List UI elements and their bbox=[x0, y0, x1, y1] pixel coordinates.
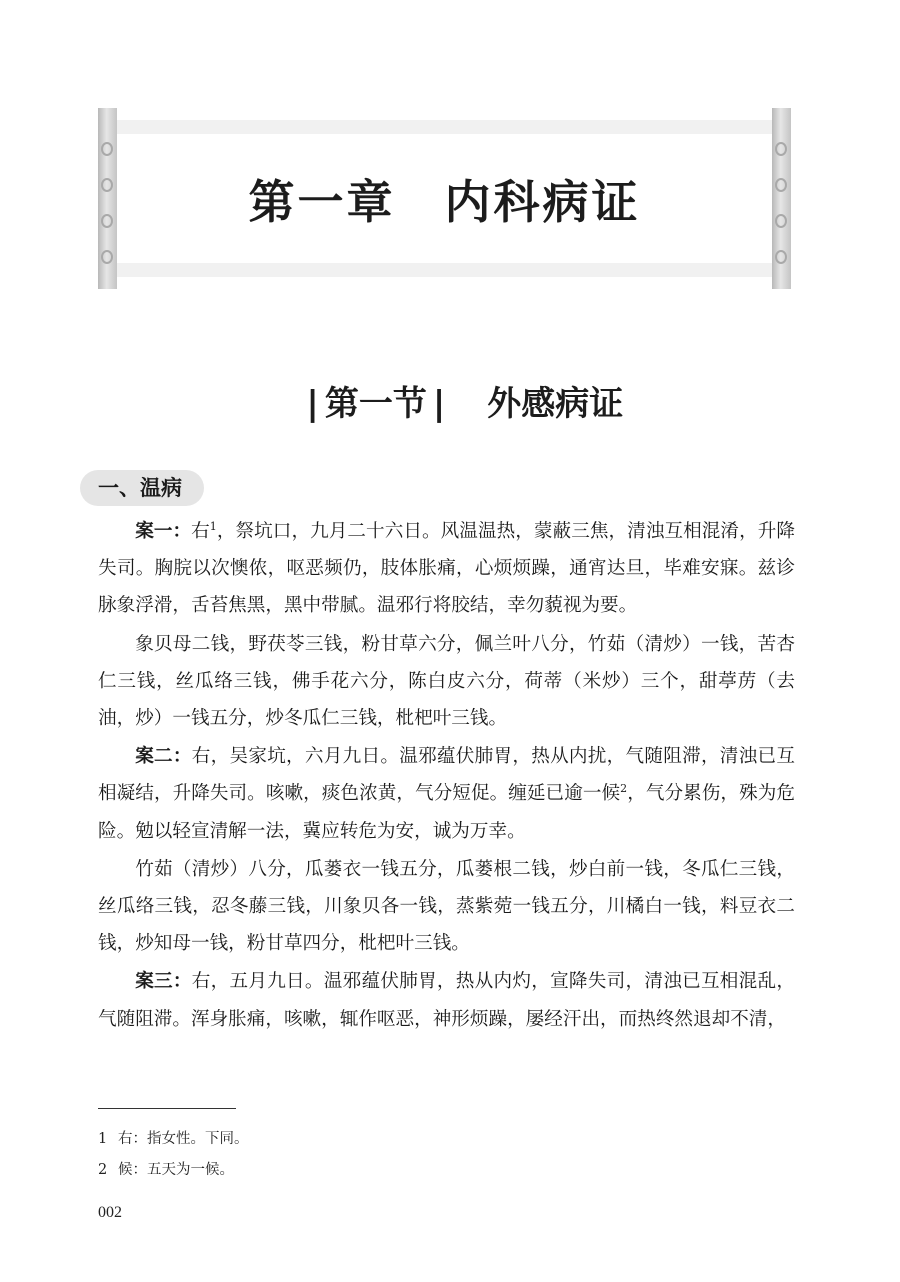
body-text bbox=[98, 513, 795, 1039]
case-text: 右，五月九日。温邪蕴伏肺胃，热从内灼，宣降失司，清浊已互相混乱，气随阻滞。浑身胀痛，咳嗽，辄作呕恶，神形烦躁，屡经汗出，而热终然退却不清， bbox=[98, 971, 795, 1030]
case-label: 案三： bbox=[135, 971, 192, 993]
footnote-item bbox=[98, 1155, 249, 1186]
chapter-title: 第一章 内科病证 bbox=[248, 175, 641, 229]
chapter-banner bbox=[98, 108, 791, 289]
section-label: 第一节 bbox=[324, 384, 427, 424]
footnotes bbox=[98, 1124, 249, 1186]
scroll-ornament-icon bbox=[775, 142, 787, 156]
scroll-ornament-icon bbox=[101, 142, 113, 156]
scroll-ornament-icon bbox=[775, 214, 787, 228]
case-paragraph bbox=[98, 738, 795, 850]
section-bar-right: | bbox=[432, 384, 446, 424]
scroll-ornament-icon bbox=[775, 250, 787, 264]
prescription-paragraph: 象贝母二钱，野茯苓三钱，粉甘草六分，佩兰叶八分，竹茹（清炒）一钱，苦杏仁三钱，丝瓜络三钱，佛手花六分，陈白皮六分，荷蒂（米炒）三个，甜葶苈（去油，炒）一钱五分，炒冬瓜仁三钱，枇杷叶三钱。 bbox=[98, 633, 795, 730]
scroll-rod-right bbox=[772, 108, 791, 289]
scroll-ornament-icon bbox=[775, 178, 787, 192]
case-label: 案二： bbox=[135, 746, 192, 768]
footnote-ref[interactable]: 2 bbox=[620, 782, 628, 796]
case-text-rest: ，气分累伤，殊为危险。勉以轻宣清解一法，冀应转危为安，诚为万幸。 bbox=[98, 783, 795, 842]
footnote-text: 候：五天为一候。 bbox=[118, 1162, 234, 1178]
section-title: 外感病证 bbox=[487, 384, 624, 424]
case-text: 右 bbox=[191, 521, 210, 542]
footnote-item bbox=[98, 1124, 249, 1155]
footnote-text: 右：指女性。下同。 bbox=[118, 1131, 249, 1147]
case-paragraph bbox=[98, 963, 795, 1037]
case-text: 右，吴家坑，六月九日。温邪蕴伏肺胃，热从内扰，气随阻滞，清浊已互相凝结，升降失司。咳嗽，痰色浓黄，气分短促。缠延已逾一候 bbox=[98, 746, 795, 805]
scroll-ornament-icon bbox=[101, 250, 113, 264]
footnote-divider bbox=[98, 1108, 236, 1109]
footnote-number: 2 bbox=[98, 1162, 108, 1178]
section-bar-left: | bbox=[306, 384, 319, 424]
footnote-number: 1 bbox=[98, 1131, 108, 1147]
case-text-rest: ，祭坑口，九月二十六日。风温温热，蒙蔽三焦，清浊互相混淆，升降失司。胸脘以次懊侬，呕恶频仍，肢体胀痛，心烦烦躁，通宵达旦，毕难安寐。兹诊脉象浮滑，舌苔焦黑，黑中带腻。温邪行将胶结，幸勿藐视为要。 bbox=[98, 521, 795, 617]
case-label: 案一： bbox=[135, 521, 192, 542]
case-paragraph bbox=[98, 513, 795, 625]
subheading-pill: 一、温病 bbox=[80, 470, 204, 506]
footnote-ref[interactable]: 1 bbox=[209, 519, 217, 533]
section-heading bbox=[0, 336, 900, 425]
page-number: 002 bbox=[98, 1204, 122, 1221]
prescription-paragraph: 竹茹（清炒）八分，瓜蒌衣一钱五分，瓜蒌根二钱，炒白前一钱，冬瓜仁三钱，丝瓜络三钱，忍冬藤三钱，川象贝各一钱，蒸紫菀一钱五分，川橘白一钱，料豆衣二钱，炒知母一钱，粉甘草四分，枇杷叶三钱。 bbox=[98, 858, 795, 955]
